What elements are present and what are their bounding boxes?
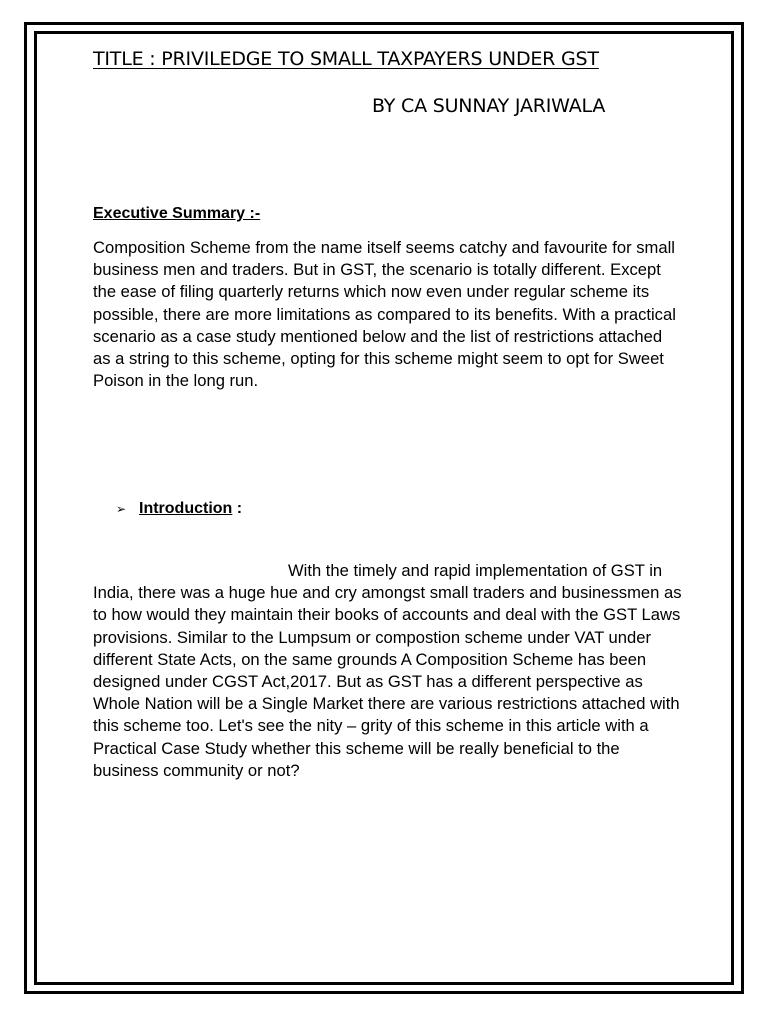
document-title: TITLE : PRIVILEDGE TO SMALL TAXPAYERS UNDER GST [93,48,599,70]
introduction-text-body: With the timely and rapid implementation of GST in India, there was a huge hue and cry amongst small traders and businessmen as to how would they maintain their books of accounts and deal with the GST Laws provisions. Similar to the Lumpsum or compostion scheme under VAT under different State Acts, on the same grounds A Composition Scheme has been designed under CGST Act,2017. But as GST has a different perspective as Whole Nation will be a Single Market there are various restrictions attached with this scheme too. Let's see the nity – grity of this scheme in this article with a Practical Case Study whether this scheme will be really beneficial to the business community or not? [93,561,682,780]
introduction-heading-row [116,500,242,518]
executive-summary-text: Composition Scheme from the name itself seems catchy and favourite for small business men and traders. But in GST, the scenario is totally different. Except the ease of filing quarterly returns which now even under regular scheme its possible, there are more limitations as compared to its benefits. With a practical scenario as a case study mentioned below and the list of restrictions attached as a string to this scheme, opting for this scheme might seem to opt for Sweet Poison in the long run. [93,238,676,391]
arrow-bullet-icon: ➢ [116,502,127,516]
introduction-heading-suffix: : [232,500,243,517]
introduction-text [93,560,683,782]
document-author: BY CA SUNNAY JARIWALA [372,95,606,117]
executive-summary-heading: Executive Summary :- [93,205,261,222]
introduction-heading: Introduction [139,500,233,517]
